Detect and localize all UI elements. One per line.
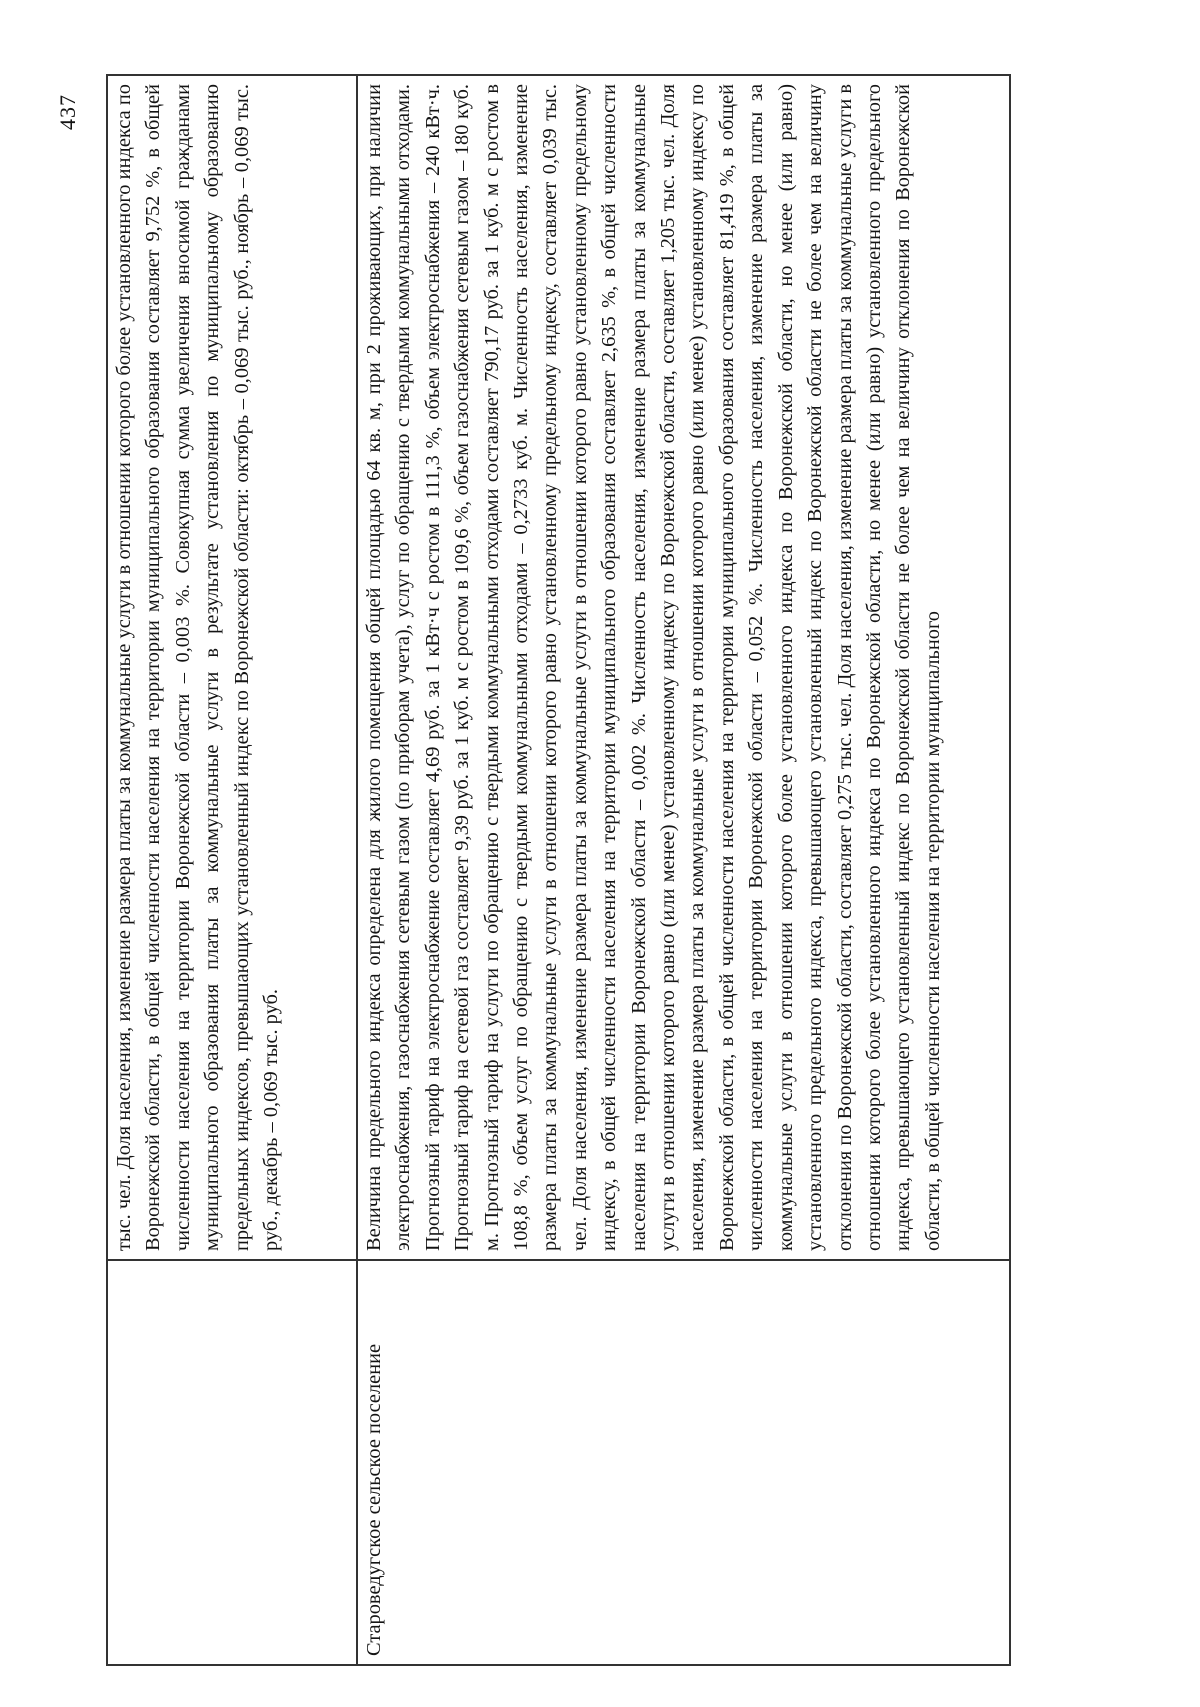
description-cell: тыс. чел. Доля населения, изменение размера платы за коммунальные услуги в отношении которого более установленного индекса по Воронежской области, в общей численности населения на территории муниципального образования составляет 9,752 %, в общей численности населения на территории Воронежской области – 0,003 %. Совокупная сумма увеличения вносимой гражданами муниципального образования платы за коммунальные услуги в результате установления по муниципальному образованию предельных индексов, превышающих установленный индекс по Воронежской области: октябрь – 0,069 тыс. руб., ноябрь – 0,069 тыс. руб., декабрь – 0,069 тыс. руб. — [107, 75, 357, 1260]
settlement-name-cell: Староведугское сельское поселение — [357, 1260, 1010, 1665]
table-row — [357, 75, 1010, 1665]
table-row — [107, 75, 357, 1665]
description-cell: Величина предельного индекса определена для жилого помещения общей площадью 64 кв. м, при 2 проживающих, при наличии электроснабжения, газоснабжения сетевым газом (по приборам учета), услуг по обращению с твердыми коммунальными отходами. Прогнозный тариф на электроснабжение составляет 4,69 руб. за 1 кВт·ч с ростом в 111,3 %, объем электроснабжения – 240 кВт·ч. Прогнозный тариф на сетевой газ составляет 9,39 руб. за 1 куб. м с ростом в 109,6 %, объем газоснабжения сетевым газом – 180 куб. м. Прогнозный тариф на услуги по обращению с твердыми коммунальными отходами составляет 790,17 руб. за 1 куб. м с ростом в 108,8 %, объем услуг по обращению с твердыми коммунальными отходами – 0,2733 куб. м. Численность населения, изменение размера платы за коммунальные услуги в отношении которого равно установленному предельному индексу, составляет 0,039 тыс. чел. Доля населения, изменение размера платы за коммунальные услуги в отношении которого равно установленному предельному индексу, в общей численности населения на территории муниципального образования составляет 2,635 %, в общей численности населения на территории Воронежской области – 0,002 %. Численность населения, изменение размера платы за коммунальные услуги в отношении которого равно (или менее) установленному индексу по Воронежской области, составляет 1,205 тыс. чел. Доля населения, изменение размера платы за коммунальные услуги в отношении которого равно (или менее) установленному индексу по Воронежской области, в общей численности населения на территории муниципального образования составляет 81,419 %, в общей численности населения на территории Воронежской области – 0,052 %. Численность населения, изменение размера платы за коммунальные услуги в отношении которого более установленного индекса по Воронежской области, но менее (или равно) установленного предельного индекса, превышающего установленный индекс по Воронежской области не более чем на величину отклонения по Воронежской области, составляет 0,275 тыс. чел. Доля населения, изменение размера платы за коммунальные услуги в отношении которого более установленного индекса по Воронежской области, но менее (или равно) установленного предельного индекса, превышающего установленный индекс по Воронежской области не более чем на величину отклонения по Воронежской области, в общей численности населения на территории муниципального — [357, 75, 1010, 1260]
tariff-table — [106, 74, 1011, 1666]
settlement-name-cell — [107, 1260, 357, 1665]
rotated-table-wrapper — [106, 76, 1001, 1666]
page-number: 437 — [55, 94, 80, 130]
